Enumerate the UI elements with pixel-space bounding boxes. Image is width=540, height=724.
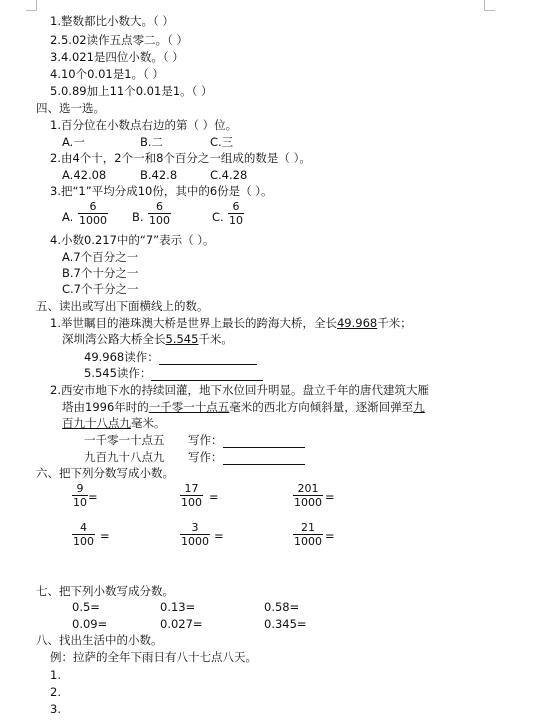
choice-q1-a: A.一 bbox=[62, 135, 85, 149]
decimal-item-3: 0.58= bbox=[264, 600, 300, 614]
judge-item-5: 5.0.89加上11个0.01是1。（ ） bbox=[50, 84, 213, 98]
life-example: 例：拉萨的全年下雨日有八十七点八天。 bbox=[50, 650, 257, 664]
numerator: 201 bbox=[297, 482, 319, 495]
denominator: 10 bbox=[73, 496, 87, 509]
answer-blank[interactable] bbox=[223, 435, 305, 448]
decimal-item-2: 0.13= bbox=[160, 600, 196, 614]
fraction-6 bbox=[293, 521, 323, 548]
crop-mark-right bbox=[484, 0, 495, 11]
choice-q4-b: B.7个十分之一 bbox=[62, 266, 139, 280]
bridge-text-d: 千米。 bbox=[198, 332, 233, 346]
fraction-5 bbox=[180, 521, 210, 548]
pagoda-text-c: 毫米。 bbox=[131, 416, 166, 430]
judge-item-1: 1.整数都比小数大。（ ） bbox=[50, 14, 174, 28]
equals-sign: = bbox=[209, 490, 219, 504]
numerator: 3 bbox=[191, 521, 199, 534]
answer-blank[interactable] bbox=[159, 352, 257, 365]
pagoda-text-a: 塔由1996年时的 bbox=[62, 400, 149, 414]
pagoda-number-1: 一千零一十点五 bbox=[148, 400, 230, 414]
choice-q2-c: C.4.28 bbox=[210, 168, 248, 182]
numerator: 6 bbox=[89, 200, 97, 213]
equals-sign: = bbox=[88, 490, 98, 504]
section-title-8: 八、找出生活中的小数。 bbox=[36, 633, 163, 647]
judge-item-4: 4.10个0.01是1。（ ） bbox=[50, 67, 164, 81]
equals-sign: = bbox=[214, 529, 224, 543]
bridge-sentence-2 bbox=[62, 332, 233, 347]
judge-item-3: 3.4.021是四位小数。（ ） bbox=[50, 50, 184, 64]
judge-item-2: 2.5.02读作五点零二。（ ） bbox=[50, 33, 188, 47]
fraction-1 bbox=[72, 482, 88, 509]
write-label-2: 写作： bbox=[188, 450, 223, 464]
section-title-7: 七、把下列小数写成分数。 bbox=[36, 584, 174, 598]
pagoda-sentence-1: 2.西安市地下水的持续回灌，地下水位回升明显。盘立千年的唐代建筑大雁 bbox=[50, 383, 429, 397]
choice-q2-a: A.42.08 bbox=[62, 168, 107, 182]
equals-sign: = bbox=[325, 529, 335, 543]
numerator: 4 bbox=[80, 521, 87, 534]
numerator: 6 bbox=[156, 200, 163, 213]
write-number-1: 一千零一十点五 bbox=[84, 433, 165, 447]
answer-blank[interactable] bbox=[151, 368, 263, 381]
choice-q1-c: C.三 bbox=[210, 135, 234, 149]
bridge-length-2: 5.545 bbox=[165, 332, 199, 346]
write-label-1: 写作： bbox=[188, 433, 223, 447]
pagoda-number-2a: 九 bbox=[413, 400, 425, 414]
life-line-1: 1. bbox=[50, 668, 61, 682]
choice-q4: 4.小数0.217中的“7”表示（ ）。 bbox=[50, 233, 215, 247]
choice-q3-b-label: B. bbox=[132, 210, 144, 224]
denominator: 1000 bbox=[79, 214, 107, 227]
denominator: 1000 bbox=[294, 496, 322, 509]
crop-mark-left bbox=[26, 0, 37, 11]
fraction-4 bbox=[72, 521, 95, 548]
read-answer-2 bbox=[84, 366, 263, 381]
write-item-2 bbox=[84, 450, 305, 465]
numerator: 17 bbox=[184, 482, 199, 495]
bridge-length-1: 49.968 bbox=[336, 316, 378, 330]
denominator: 100 bbox=[181, 496, 202, 509]
write-number-2: 九百九十八点九 bbox=[84, 450, 165, 464]
choice-q3-b-fraction bbox=[148, 200, 171, 227]
denominator: 10 bbox=[229, 214, 243, 227]
decimal-item-4: 0.09= bbox=[72, 617, 108, 631]
choice-q3-c-label: C. bbox=[212, 210, 224, 224]
choice-q3-a-label: A. bbox=[62, 210, 74, 224]
pagoda-number-2b: 百九十八点九 bbox=[62, 416, 131, 430]
section-title-4: 四、选一选。 bbox=[36, 101, 105, 115]
denominator: 100 bbox=[73, 535, 94, 548]
fraction-3 bbox=[293, 482, 323, 509]
choice-q1-b: B.二 bbox=[140, 135, 164, 149]
decimal-item-1: 0.5= bbox=[72, 600, 100, 614]
numerator: 21 bbox=[301, 521, 315, 534]
choice-q4-a: A.7个百分之一 bbox=[62, 250, 139, 264]
bridge-text-b: 千米； bbox=[377, 316, 412, 330]
denominator: 1000 bbox=[294, 535, 322, 548]
answer-blank[interactable] bbox=[223, 452, 305, 465]
choice-q3-c-fraction bbox=[228, 200, 244, 227]
denominator: 1000 bbox=[181, 535, 209, 548]
decimal-item-6: 0.345= bbox=[264, 617, 307, 631]
pagoda-sentence-3 bbox=[62, 416, 166, 431]
life-line-3: 3. bbox=[50, 702, 61, 716]
denominator: 100 bbox=[149, 214, 170, 227]
section-title-6: 六、把下列分数写成小数。 bbox=[36, 466, 174, 480]
bridge-sentence-1 bbox=[50, 316, 412, 331]
bridge-text-c: 深圳湾公路大桥全长 bbox=[62, 332, 166, 346]
bridge-text-a: 1.举世瞩目的港珠澳大桥是世界上最长的跨海大桥，全长 bbox=[50, 316, 337, 330]
read-label-2: 5.545读作： bbox=[84, 366, 152, 380]
choice-q2: 2.由4个十，2个一和8个百分之一组成的数是（ ）。 bbox=[50, 151, 311, 165]
numerator: 6 bbox=[232, 200, 240, 213]
choice-q3: 3.把“1”平均分成10份，其中的6份是（ ）。 bbox=[50, 184, 273, 198]
pagoda-sentence-2 bbox=[62, 400, 425, 415]
numerator: 9 bbox=[76, 482, 84, 495]
fraction-2 bbox=[180, 482, 203, 509]
choice-q4-c: C.7个千分之一 bbox=[62, 282, 139, 296]
choice-q1: 1.百分位在小数点右边的第（ ）位。 bbox=[50, 118, 238, 132]
choice-q2-b: B.42.8 bbox=[140, 168, 178, 182]
read-answer-1 bbox=[84, 350, 257, 365]
decimal-item-5: 0.027= bbox=[160, 617, 203, 631]
life-line-2: 2. bbox=[50, 685, 61, 699]
equals-sign: = bbox=[100, 529, 110, 543]
pagoda-text-b: 毫米的西北方向倾斜量，逐渐回弹至 bbox=[229, 400, 414, 414]
read-label-1: 49.968读作： bbox=[84, 350, 159, 364]
write-item-1 bbox=[84, 433, 305, 448]
equals-sign: = bbox=[325, 490, 335, 504]
choice-q3-a-fraction bbox=[78, 200, 108, 227]
section-title-5: 五、读出或写出下面横线上的数。 bbox=[36, 299, 209, 313]
